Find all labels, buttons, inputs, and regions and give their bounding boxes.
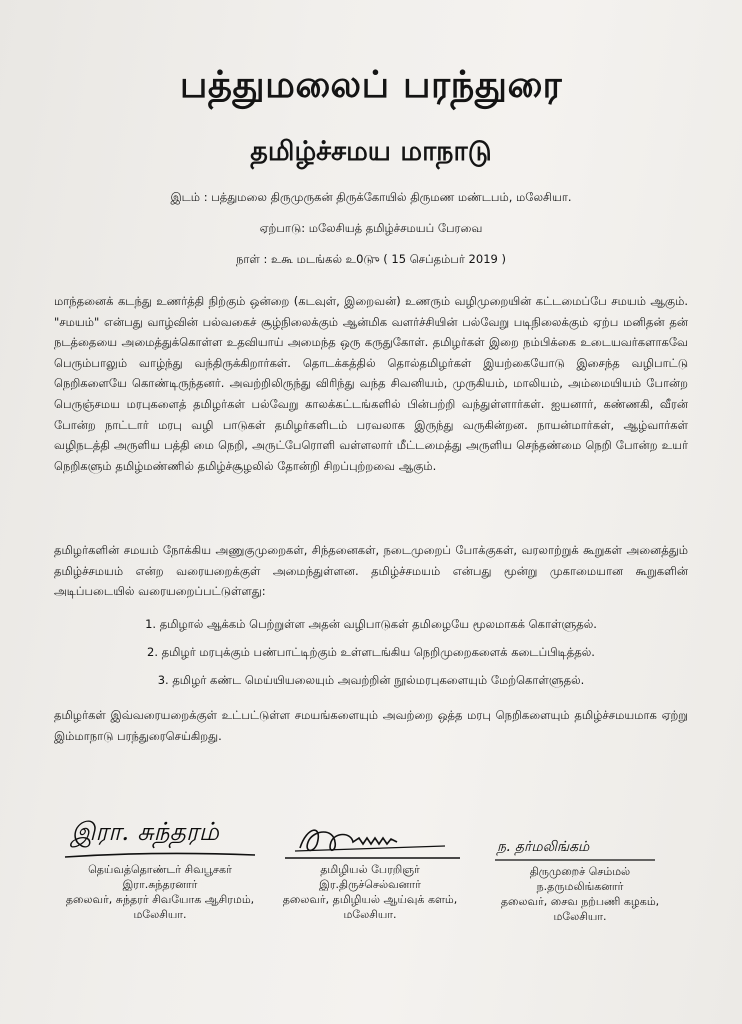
signatory-3-role: தலைவர், சைவ நற்பணி கழகம்,: [500, 895, 660, 908]
signatory-3-place: மலேசியா.: [553, 910, 607, 923]
signatory-2-role: தலைவர், தமிழியல் ஆய்வுக் களம்,: [282, 893, 458, 906]
venue-line: இடம் : பத்துமலை திருமுருகன் திருக்கோயில் திருமண மண்டபம், மலேசியா.: [170, 190, 572, 204]
signature-1: [45, 818, 275, 862]
organizer-line: ஏற்பாடு: மலேசியத் தமிழ்ச்சமயப் பேரவை: [259, 221, 483, 235]
signatory-2: [255, 818, 485, 922]
signature-scribble-2: [255, 818, 485, 862]
signature-underline-1: [45, 818, 275, 862]
criteria-list: [0, 610, 742, 694]
criteria-item: 2. தமிழர் மரபுக்கும் பண்பாட்டிற்கும் உள்ளடங்கிய நெறிமுறைகளைக் கடைப்பிடித்தல்.: [147, 645, 595, 659]
document-subtitle: தமிழ்ச்சமய மாநாடு: [250, 136, 492, 167]
signature-2: [255, 818, 485, 862]
signatory-3: [465, 838, 695, 924]
signatory-3-honorific: திருமுறைச் செம்மல்: [529, 865, 631, 878]
signatory-1-honorific: தெய்வத்தொண்டர் சிவபூசகர்: [88, 863, 232, 876]
signatory-1-name: இரா.சுந்தரனார்: [122, 878, 198, 891]
signatory-1: [45, 818, 275, 922]
signature-3: [465, 838, 695, 864]
signatory-2-honorific: தமிழியல் பேரறிஞர்: [320, 863, 420, 876]
document-title: பத்துமலைப் பரந்துரை: [179, 62, 563, 106]
signatory-3-name: ந.தருமலிங்கனார்: [536, 880, 624, 893]
signatory-1-role: தலைவர், சுந்தரர் சிவயோக ஆசிரமம்,: [65, 893, 255, 906]
signature-1-handwriting: இரா. சுந்தரம்: [71, 817, 219, 846]
paragraph-intro: மாந்தனைக் கடந்து உணர்த்தி நிற்கும் ஒன்றை (கடவுள், இறைவன்) உணரும் வழிமுறையின் கட்டமைப்பே சமயம் ஆகும். "சமயம்" என்பது வாழ்வின் பல்வகைச் சூழ்நிலைக்கும் ஆன்மிக வளர்ச்சியின் பல்வேறு படிநிலைக்கும் ஏற்ப மனிதன் தன் நடத்தையை அமைத்துக்கொள்ள உதவியாய் அமைந்த ஒரு கருதுகோள். தமிழர்கள் இறை நம்பிக்கை உடையவர்களாகவே பெரும்பாலும் வாழ்ந்து வந்திருக்கிறார்கள். தொடக்கத்தில் தொல்தமிழர்கள் இயற்கையோடு இசைந்த வழிபாட்டு நெறிகளையே கொண்டிருந்தனர். அவற்றிலிருந்து விரிந்து வந்த சிவனியம், முருகியம், மாலியம், அம்மையியம் போன்ற பெருஞ்சமய மரபுகளைத் தமிழர்கள் பல்வேறு காலக்கட்டங்களில் பின்பற்றி வந்துள்ளார்கள். ஐயனார், கண்ணகி, வீரன் போன்ற நாட்டார் மரபு வழி பாடுகள் தமிழர்களிடம் பரவலாக இருந்து வருகின்றன. நாயன்மார்கள், ஆழ்வார்கள் வழிநடத்தி அருளிய பத்தி மை நெறி, அருட்பேரொளி வள்ளலார் மீட்டமைத்து அருளிய செந்தண்மை நெறி போன்ற உயர் நெறிகளும் தமிழ்மண்ணில் தமிழ்ச்சூழலில் தோன்றி சிறப்புற்றவை ஆகும்.: [54, 294, 688, 473]
paragraph-resolution: தமிழர்கள் இவ்வரையறைக்குள் உட்பட்டுள்ள சமயங்களையும் அவற்றை ஒத்த மரபு நெறிகளையும் தமிழ்ச்சமயமாக ஏற்று இம்மாநாடு பரந்துரைசெய்கிறது.: [54, 708, 688, 743]
criteria-item: 3. தமிழர் கண்ட மெய்யியலையும் அவற்றின் நூல்மரபுகளையும் மேற்கொள்ளுதல்.: [157, 673, 585, 687]
signature-3-handwriting: ந. தர்மலிங்கம்: [497, 839, 590, 855]
signatory-1-place: மலேசியா.: [133, 908, 187, 921]
paragraph-definition: தமிழர்களின் சமயம் நோக்கிய அணுகுமுறைகள், சிந்தனைகள், நடைமுறைப் போக்குகள், வரலாற்றுக் கூறுகள் அனைத்தும் தமிழ்ச்சமயம் என்ற வரையறைக்குள் அமைந்துள்ளன. தமிழ்ச்சமயம் என்பது மூன்று முகாமையான கூறுகளின் அடிப்படையில் வரையறைப்பட்டுள்ளது:: [54, 543, 688, 599]
criteria-item: 1. தமிழால் ஆக்கம் பெற்றுள்ள அதன் வழிபாடுகள் தமிழையே மூலமாகக் கொள்ளுதல்.: [145, 617, 597, 631]
signatory-2-name: இர.திருச்செல்வனார்: [319, 878, 421, 891]
signature-underline-3: [465, 838, 695, 864]
date-line: நாள் : உகூ மடங்கல் உ0டுு ( 15 செப்தம்பர் 2019 ): [236, 252, 506, 266]
signatory-2-place: மலேசியா.: [343, 908, 397, 921]
